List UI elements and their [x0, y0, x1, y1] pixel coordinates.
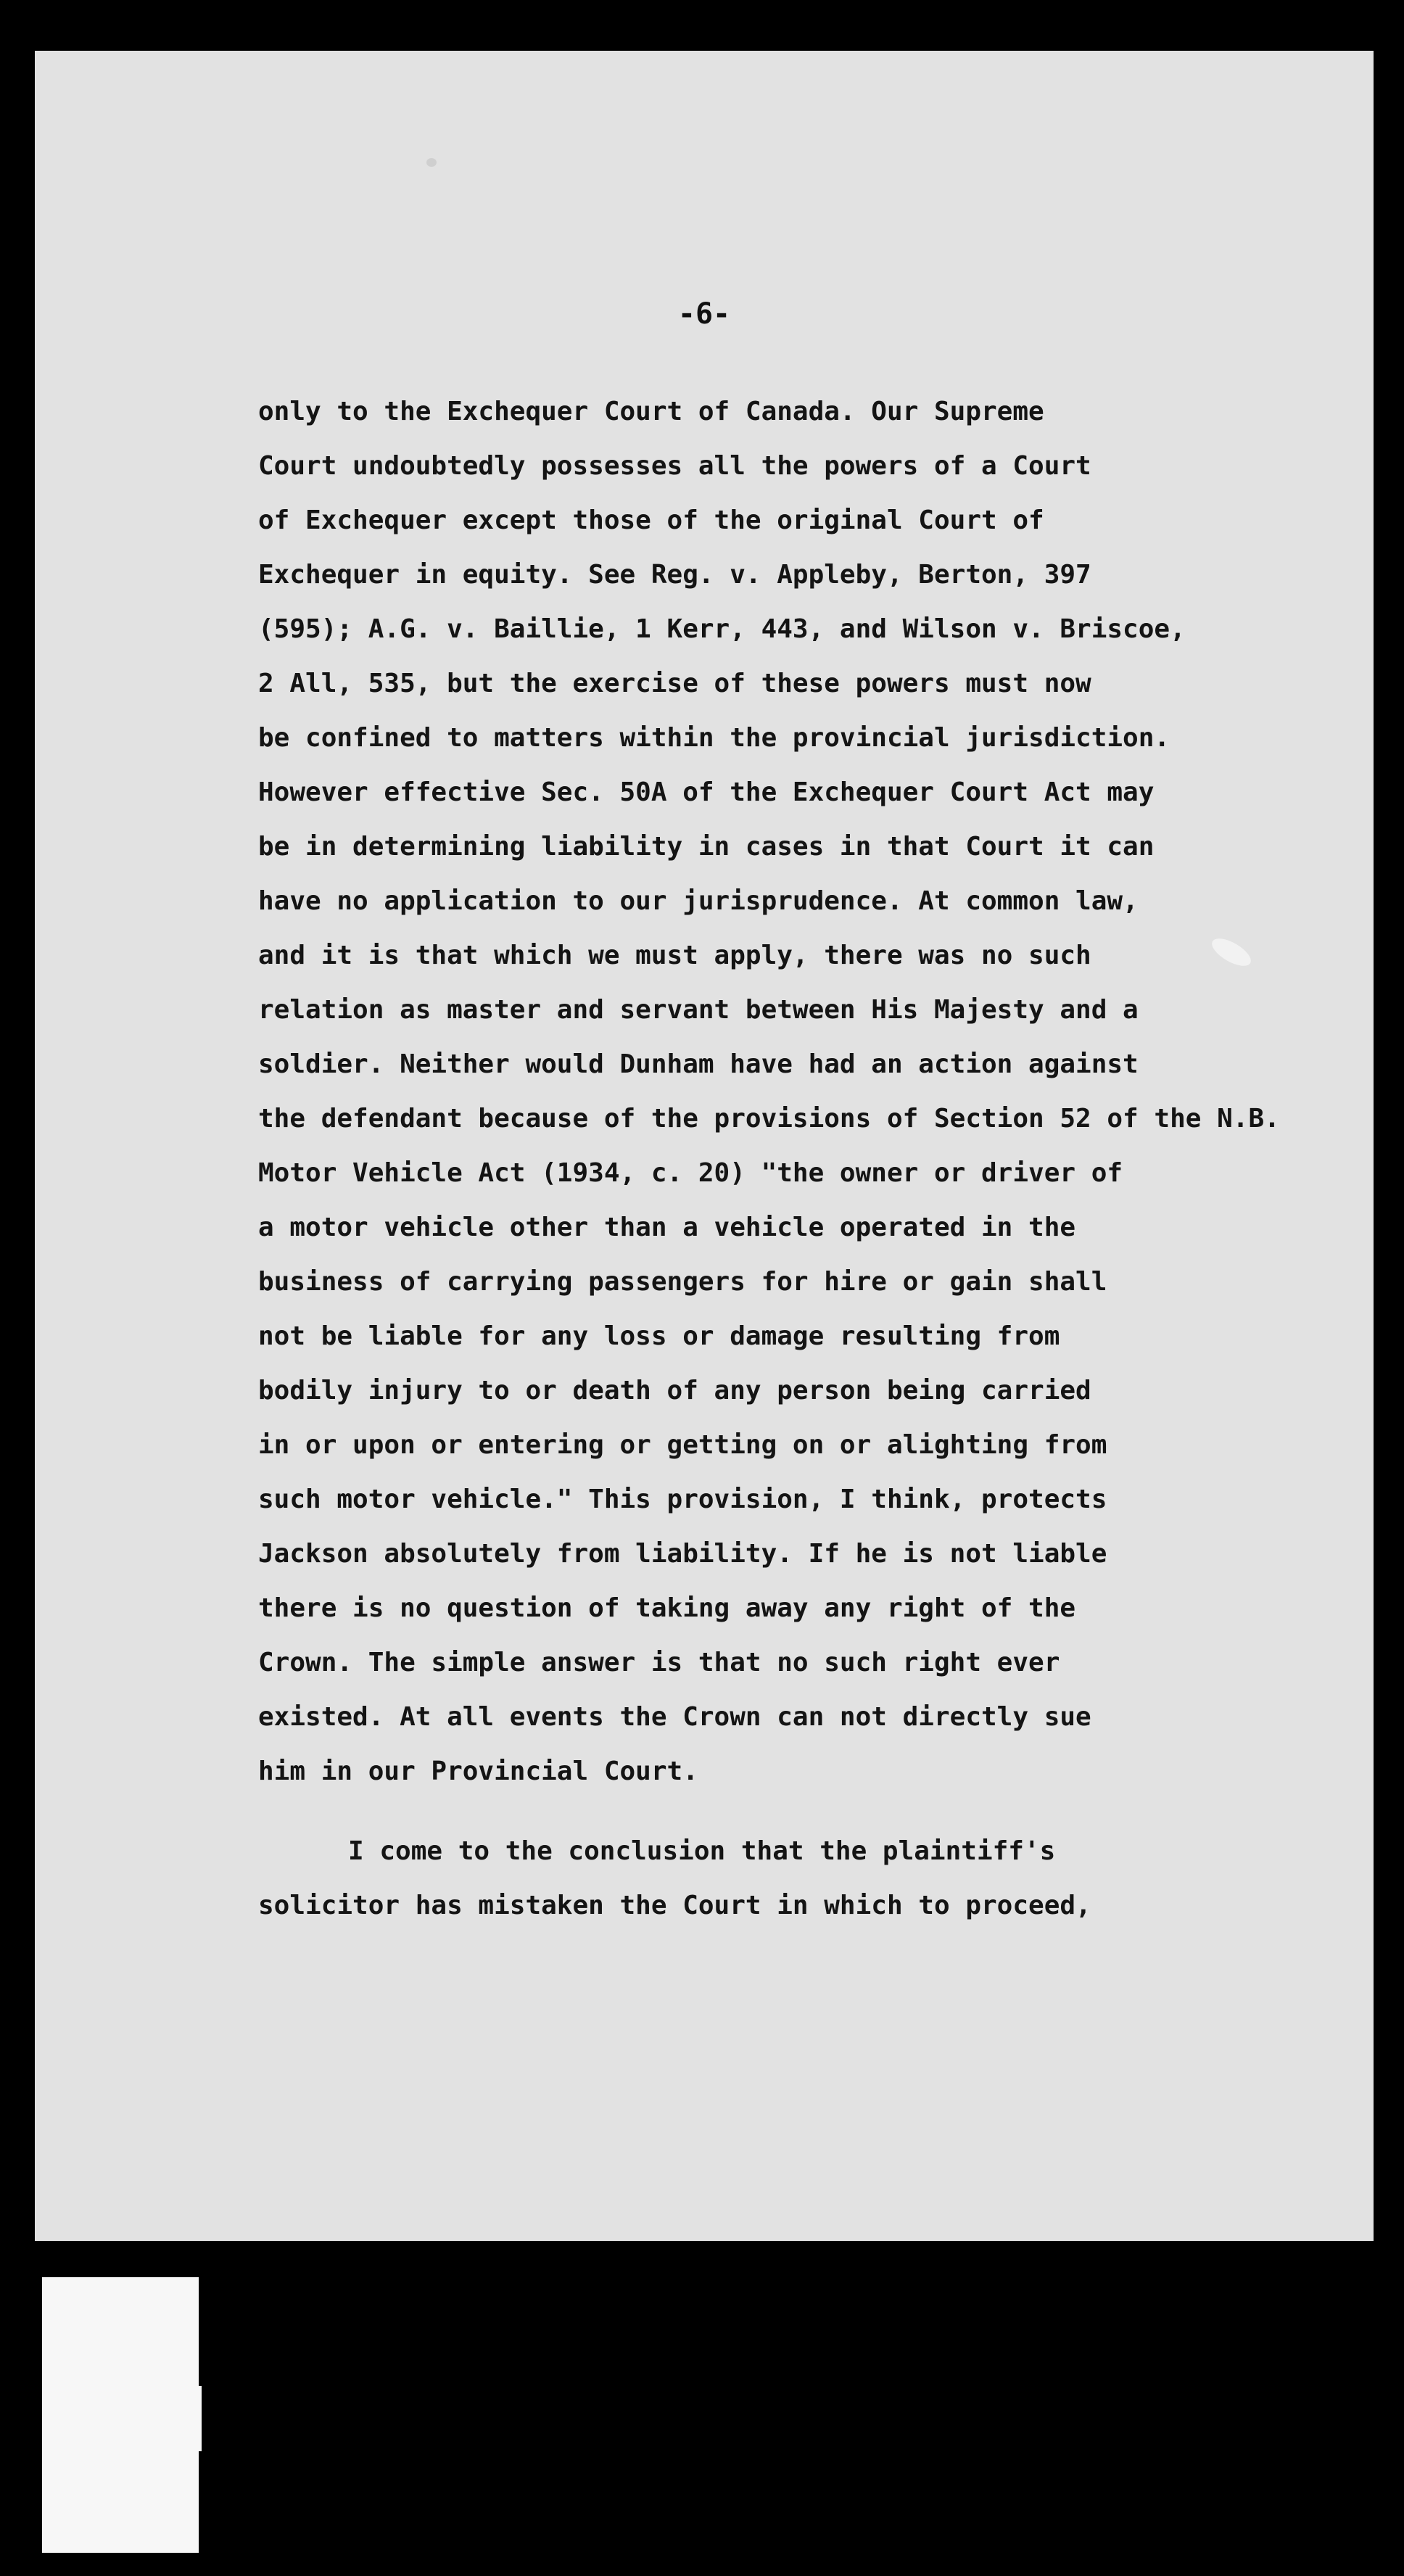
text-line: in or upon or entering or getting on or alighting from — [258, 1430, 1107, 1460]
text-line: bodily injury to or death of any person being carried — [258, 1376, 1091, 1405]
text-line: Jackson absolutely from liability. If he is not liable — [258, 1539, 1107, 1569]
document-page — [35, 51, 1374, 2241]
scan-speck — [426, 158, 437, 167]
text-line: of Exchequer except those of the original Court of — [258, 505, 1044, 535]
text-line: solicitor has mistaken the Court in which to proceed, — [258, 1891, 1091, 1920]
text-line: existed. At all events the Crown can not directly sue — [258, 1702, 1091, 1732]
text-line: business of carrying passengers for hire or gain shall — [258, 1267, 1107, 1297]
text-line: have no application to our jurisprudence. At common law, — [258, 886, 1139, 916]
blank-label-strip — [42, 2277, 199, 2553]
text-line: Court undoubtedly possesses all the powers of a Court — [258, 451, 1091, 481]
text-line: Motor Vehicle Act (1934, c. 20) "the owner or driver of — [258, 1158, 1123, 1188]
text-line: such motor vehicle." This provision, I think, protects — [258, 1485, 1107, 1514]
text-line: (595); A.G. v. Baillie, 1 Kerr, 443, and Wilson v. Briscoe, — [258, 614, 1186, 644]
text-line: I come to the conclusion that the plaintiff's — [348, 1836, 1056, 1866]
text-line: However effective Sec. 50A of the Exchequer Court Act may — [258, 777, 1155, 807]
text-line: be in determining liability in cases in that Court it can — [258, 832, 1155, 862]
text-line: a motor vehicle other than a vehicle operated in the — [258, 1213, 1076, 1242]
paragraph-1 — [258, 384, 1353, 1799]
text-line: the defendant because of the provisions of Section 52 of the N.B. — [258, 1104, 1280, 1134]
page-number: -6- — [677, 297, 731, 331]
text-line: soldier. Neither would Dunham have had an action against — [258, 1049, 1139, 1079]
text-line: there is no question of taking away any right of the — [258, 1593, 1076, 1623]
text-line: and it is that which we must apply, there was no such — [258, 941, 1091, 970]
text-line: Exchequer in equity. See Reg. v. Appleby, Berton, 397 — [258, 560, 1091, 590]
text-line: him in our Provincial Court. — [258, 1756, 698, 1786]
text-line: not be liable for any loss or damage resulting from — [258, 1321, 1060, 1351]
paragraph-2 — [258, 1824, 1353, 1933]
text-line: Crown. The simple answer is that no such right ever — [258, 1648, 1060, 1677]
text-line: relation as master and servant between His Majesty and a — [258, 995, 1139, 1025]
text-line: only to the Exchequer Court of Canada. Our Supreme — [258, 397, 1044, 426]
label-notch — [196, 2386, 202, 2451]
text-line: 2 All, 535, but the exercise of these powers must now — [258, 669, 1091, 698]
text-line: be confined to matters within the provincial jurisdiction. — [258, 723, 1170, 753]
